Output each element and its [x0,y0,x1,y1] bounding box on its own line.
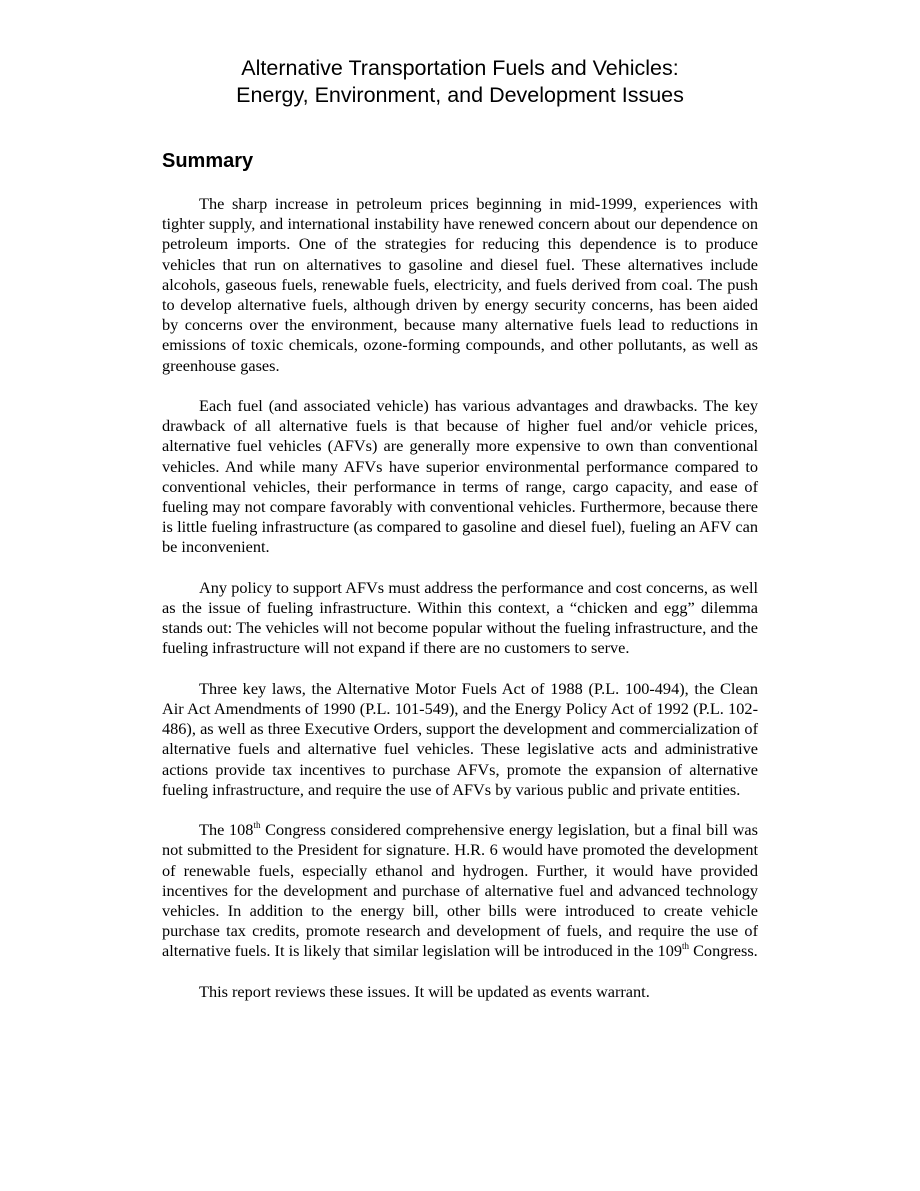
ordinal-suffix: th [681,941,689,952]
summary-paragraph-1: The sharp increase in petroleum prices beginning in mid-1999, experiences with tighter supply, and international instability have renewed concern about our dependence on petroleum imports. One of the strategies for reducing this dependence is to produce vehicles that run on alternatives to gasoline and diesel fuel. These alternatives include alcohols, gaseous fuels, renewable fuels, electricity, and fuels derived from coal. The push to develop alternative fuels, although driven by energy security concerns, has been aided by concerns over the environment, because many alternative fuels lead to reductions in emissions of toxic chemicals, ozone-forming compounds, and other pollutants, as well as greenhouse gases. [162,194,758,375]
title-line-1: Alternative Transportation Fuels and Vehicles: [241,56,679,80]
summary-paragraph-2: Each fuel (and associated vehicle) has various advantages and drawbacks. The key drawback of all alternative fuels is that because of higher fuel and/or vehicle prices, alternative fuel vehicles (AFVs) are generally more expensive to own than conventional vehicles. And while many AFVs have superior environmental performance compared to conventional vehicles, their performance in terms of range, cargo capacity, and ease of fueling may not compare favorably with conventional vehicles. Furthermore, because there is little fueling infrastructure (as compared to gasoline and diesel fuel), fueling an AFV can be inconvenient. [162,396,758,557]
paragraph-5-text-2: Congress considered comprehensive energy legislation, but a final bill was not submitted to the President for signature. H.R. 6 would have promoted the development of renewable fuels, especially ethanol and hydrogen. Further, it would have provided incentives for the development and purchase of alternative fuel and advanced technology vehicles. In addition to the energy bill, other bills were introduced to create vehicle purchase tax credits, promote research and development of fuels, and require the use of alternative fuels. It is likely that similar legislation will be introduced in the 109 [162,820,758,961]
summary-body [162,194,758,1022]
paragraph-5-text-3: Congress. [689,941,758,961]
ordinal-suffix: th [253,820,261,831]
section-heading: Summary [162,150,254,172]
summary-paragraph-5 [162,820,758,961]
document-title [162,55,758,109]
paragraph-5-text-1: The 108 [199,820,254,840]
summary-paragraph-3: Any policy to support AFVs must address the performance and cost concerns, as well as the issue of fueling infrastructure. Within this context, a “chicken and egg” dilemma stands out: The vehicles will not become popular without the fueling infrastructure, and the fueling infrastructure will not expand if there are no customers to serve. [162,577,758,658]
title-line-2: Energy, Environment, and Development Issues [236,83,684,107]
summary-paragraph-4: Three key laws, the Alternative Motor Fuels Act of 1988 (P.L. 100-494), the Clean Air Act Amendments of 1990 (P.L. 101-549), and the Energy Policy Act of 1992 (P.L. 102-486), as well as three Executive Orders, support the development and commercialization of alternative fuels and alternative fuel vehicles. These legislative acts and administrative actions provide tax incentives to purchase AFVs, promote the expansion of alternative fueling infrastructure, and require the use of AFVs by various public and private entities. [162,678,758,799]
summary-paragraph-6: This report reviews these issues. It will be updated as events warrant. [199,981,650,1001]
